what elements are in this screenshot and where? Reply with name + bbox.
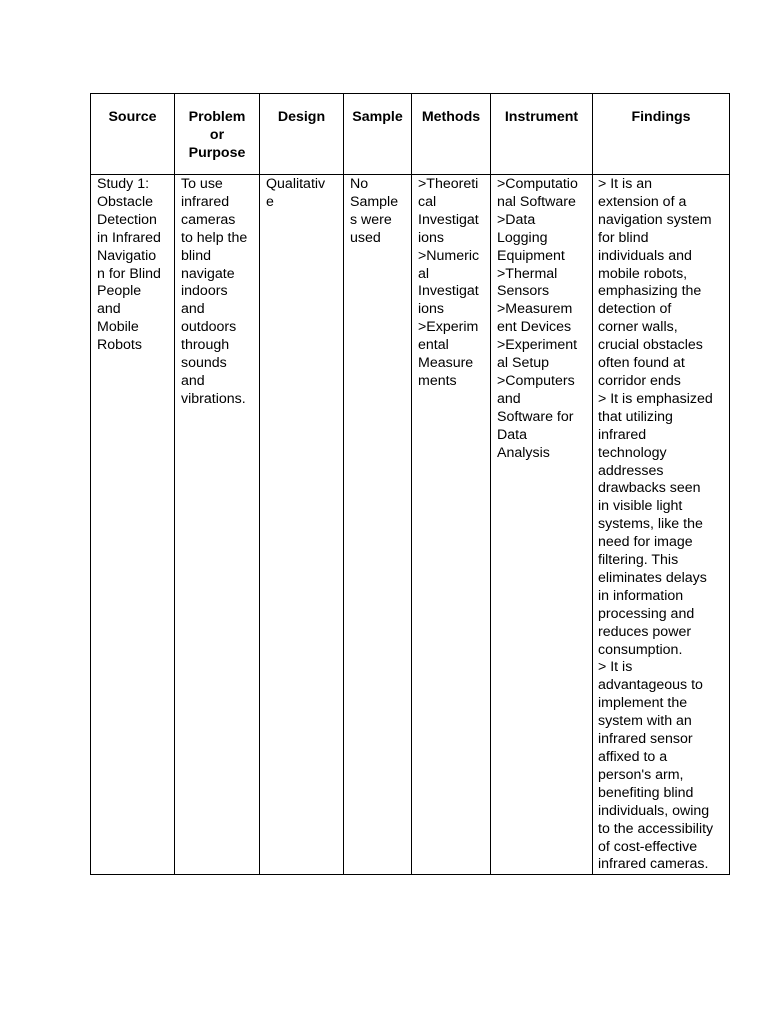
cell-source: Study 1: Obstacle Detection in Infrared Navigatio n for Blind People and Mobile Robots xyxy=(91,175,175,875)
cell-problem: To use infrared cameras to help the blind navigate indoors and outdoors through sounds and vibrations. xyxy=(175,175,260,875)
header-methods: Methods xyxy=(412,94,491,175)
header-sample: Sample xyxy=(344,94,412,175)
header-problem: Problem or Purpose xyxy=(175,94,260,175)
header-instrument: Instrument xyxy=(491,94,593,175)
header-source: Source xyxy=(91,94,175,175)
literature-review-table xyxy=(90,93,730,875)
header-design: Design xyxy=(260,94,344,175)
cell-instrument: >Computatio nal Software >Data Logging Equipment >Thermal Sensors >Measurem ent Devices >Experiment al Setup >Computers and Software for Data Analysis xyxy=(491,175,593,875)
table-header-row xyxy=(91,94,730,175)
header-findings: Findings xyxy=(593,94,730,175)
cell-findings: > It is an extension of a navigation system for blind individuals and mobile robots, emphasizing the detection of corner walls, crucial obstacles often found at corridor ends > It is emphasized that utilizing infrared technology addresses drawbacks seen in visible light systems, like the need for image filtering. This eliminates delays in information processing and reduces power consumption. > It is advantageous to implement the system with an infrared sensor affixed to a person's arm, benefiting blind individuals, owing to the accessibility of cost-effective infrared cameras. xyxy=(593,175,730,875)
cell-design: Qualitativ e xyxy=(260,175,344,875)
cell-methods: >Theoreti cal Investigat ions >Numeric al Investigat ions >Experim ental Measure ments xyxy=(412,175,491,875)
table-row xyxy=(91,175,730,875)
cell-sample: No Sample s were used xyxy=(344,175,412,875)
